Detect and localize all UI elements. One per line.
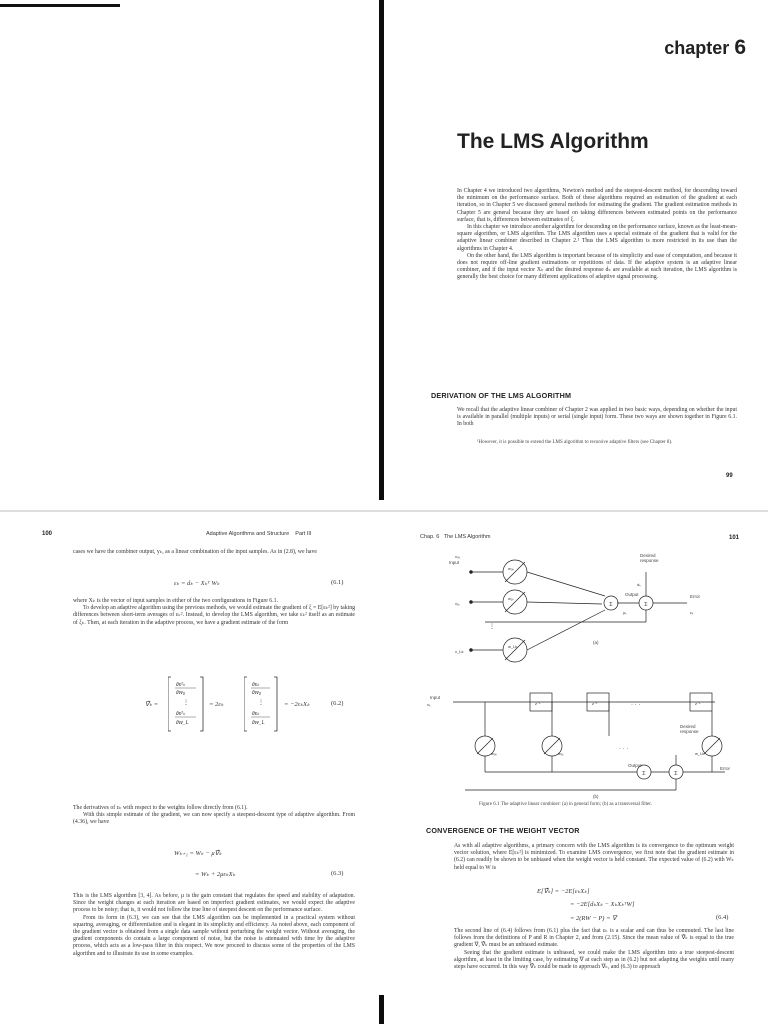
svg-text:· · ·: · · · — [631, 702, 641, 708]
svg-text:εₖ: εₖ — [690, 610, 694, 615]
fig-desired-text-b: Desired — [680, 724, 696, 729]
svg-text:∂ε²ₖ: ∂ε²ₖ — [176, 711, 186, 717]
svg-text:∂εₖ: ∂εₖ — [252, 682, 260, 688]
page-divider — [0, 510, 768, 512]
fig-response-text-b: response — [680, 729, 699, 734]
equation-6-1: εₖ = dₖ − Xₖᵀ Wₖ — [174, 580, 220, 587]
svg-text:w₀ₖ: w₀ₖ — [508, 566, 515, 571]
svg-text:x₀ₖ: x₀ₖ — [455, 554, 461, 559]
book-spine-bottom — [379, 995, 384, 1024]
section-heading-derivation: DERIVATION OF THE LMS ALGORITHM — [431, 391, 572, 400]
p100-text-2: where Xₖ is the vector of input samples in either of the two configurations in Figure 6.1. — [73, 598, 278, 604]
p101-paragraph-2 — [454, 928, 734, 971]
fig-desired-text-a: Desired — [640, 553, 656, 558]
equation-6-2-number: (6.2) — [331, 700, 344, 707]
fig-caption-b: (b) — [593, 794, 599, 799]
svg-text:x_Lk: x_Lk — [455, 649, 464, 654]
running-head-part: Part III — [295, 531, 312, 537]
equation-6-4-line-3: = 2(RW − P) = ∇ — [570, 915, 617, 922]
section-heading-convergence: CONVERGENCE OF THE WEIGHT VECTOR — [426, 826, 580, 835]
derivation-paragraph: We recall that the adaptive linear combiner of Chapter 2 was applied in two basic ways, depending on whether the input is available in parallel (multiple inputs) or serial (single input) form. These two ways are shown together in Figure 6.1. In both — [457, 407, 737, 428]
svg-text:dₖ: dₖ — [637, 582, 641, 587]
p101-paragraph-1: As with all adaptive algorithms, a primary concern with the LMS algorithm is its convergence to the optimum weight vector solution, where E[εₖ²] is minimized. To examine LMS convergence, we first note that the gradient estimate in (6.2) can readily be shown to be unbiased when the weight vector is held constant. The expected value of (6.2) with Wₖ held equal to W is — [454, 843, 734, 871]
equation-6-4-line-2: = −2E[dₖXₖ − XₖXₖᵀW] — [570, 901, 635, 908]
svg-text:z⁻¹: z⁻¹ — [592, 701, 598, 706]
intro-paragraph-3: On the other hand, the LMS algorithm is important because of its simplicity and ease of computation, and because it does not require off-line gradient estimations or repetitions of data. If the adaptive system is an adaptive linear combiner, and if the input vector Xₖ and the desired response dₖ are available at each iteration, the LMS algorithm is generally the best choice for many different applications of adaptive signal processing. — [457, 252, 737, 281]
p100-paragraph-1: cases we have the combiner output, yₖ, as a linear combination of the input samples. As in (2.8), we have — [73, 549, 317, 555]
equation-6-4-line-1: E[∇̂ₖ] = −2E[εₖXₖ] — [537, 888, 590, 895]
page-number-99: 99 — [726, 473, 733, 479]
equation-6-2-matrix-2 — [244, 675, 284, 733]
equation-6-2-middle: = 2εₖ — [209, 701, 224, 708]
svg-text:yₖ: yₖ — [623, 610, 627, 615]
svg-text:z⁻¹: z⁻¹ — [695, 701, 701, 706]
p100-text-6: This is the LMS algorithm [3, 4]. As before, μ is the gain constant that regulates the speed and stability of adaptation. Since the weight changes at each iteration are based on imperfect gradient estimates, we would expect the adaptive process to be noisy; that is, it would not follow the true line of steepest descent on the performance surface. — [73, 893, 355, 914]
svg-text:· · ·: · · · — [619, 746, 629, 752]
svg-text:∂w_L: ∂w_L — [176, 720, 189, 726]
running-head-left — [206, 531, 311, 537]
page-number-101: 101 — [729, 535, 740, 541]
svg-text:w₀ₖ: w₀ₖ — [491, 751, 498, 756]
fig-caption-a: (a) — [593, 640, 599, 645]
scan-edge-line — [0, 4, 120, 7]
fig-response-text-a: response — [640, 558, 659, 563]
svg-text:⋮: ⋮ — [183, 700, 189, 706]
book-spine-top — [379, 0, 384, 500]
svg-text:z⁻¹: z⁻¹ — [535, 701, 541, 706]
equation-6-3-number: (6.3) — [331, 870, 344, 877]
svg-text:Σ: Σ — [674, 771, 678, 777]
p100-paragraph-3 — [73, 805, 355, 827]
figure-6-1-caption: Figure 6.1 The adaptive linear combiner: (a) in general form; (b) as a transversal filter. — [479, 802, 652, 807]
svg-text:Σ: Σ — [609, 602, 613, 608]
equation-6-2-rhs: = −2εₖXₖ — [284, 701, 310, 708]
fig-desired-label-b — [680, 724, 699, 734]
figure-6-1 — [425, 550, 735, 815]
svg-text:Σ: Σ — [642, 771, 646, 777]
running-head-title: Adaptive Algorithms and Structure — [206, 531, 290, 537]
running-head-right: Chap. 6 The LMS Algorithm — [420, 534, 491, 540]
equation-6-3-line-2: = Wₖ + 2μεₖXₖ — [195, 871, 236, 878]
intro-paragraph-2: In this chapter we introduce another algorithm for descending on the performance surface, known as the least-mean-square algorithm, or LMS algorithm. The LMS algorithm uses a special estimate of the gradient that is valid for the adaptive linear combiner described in Chapter 2.¹ Thus the LMS algorithm is more restricted in its use than the algorithms in Chapter 4. — [457, 224, 737, 252]
footnote: ¹However, it is possible to extend the LMS algorithm to recursive adaptive filters (see Chapter 8). — [477, 440, 673, 445]
svg-text:∂ε²ₖ: ∂ε²ₖ — [176, 682, 186, 688]
svg-text:x₁ₖ: x₁ₖ — [455, 601, 461, 606]
p101-text-2: The second line of (6.4) follows from (6.1) plus the fact that εₖ is a scalar and can thus be commuted. The last line follows from the definitions of P and R in Chapter 2, and from (2.15). Since the mean value of ∇̂ₖ is equal to the true gradient ∇, ∇̂ₖ must be an unbiased estimate. — [454, 928, 734, 949]
svg-text:∂εₖ: ∂εₖ — [252, 711, 260, 717]
p100-text-4: The derivatives of εₖ with respect to the weights follow directly from (6.1). — [73, 805, 248, 811]
p100-text-3: To develop an adaptive algorithm using the previous methods, we would estimate the gradient of ξ = E[εₖ²] by taking differences between short-term averages of εₖ². Instead, to develop the LMS algorithm, we take εₖ² itself as an estimate of ξₖ. Then, at each iteration in the adaptive process, we have a gradient estimate of the form — [73, 605, 355, 626]
svg-text:∂w₀: ∂w₀ — [176, 690, 186, 696]
fig-output-label-a: Output — [625, 592, 639, 597]
intro-paragraph-1: In Chapter 4 we introduced two algorithms, Newton's method and the steepest-descent method, for descending toward the minimum on the performance surface. Both of these algorithms required an estimation of the gradient at each iteration, so in Chapter 5 we discussed general methods for estimating the gradient. The gradient estimation methods in Chapter 5 are general because they are based on taking differences between estimated points on the performance surface, that is, differences between estimates of ξ. — [457, 188, 737, 223]
svg-text:⋮: ⋮ — [258, 700, 264, 706]
p100-paragraph-4 — [73, 893, 355, 958]
p100-text-5: With this simple estimate of the gradient, we can now specify a steepest-descent type of adaptive algorithm. From (4.36), we have — [73, 812, 355, 826]
equation-6-2-lhs: ∇̂ₖ = — [145, 701, 159, 708]
svg-text:Σ: Σ — [644, 602, 648, 608]
fig-output-label-b: Output — [628, 763, 642, 768]
chapter-title: The LMS Algorithm — [457, 130, 649, 153]
svg-text:w₁ₖ: w₁ₖ — [558, 751, 564, 756]
fig-input-label-a: Input — [449, 560, 460, 565]
equation-6-4-number: (6.4) — [716, 914, 729, 921]
svg-text:w_Lk: w_Lk — [695, 751, 705, 756]
fig-error-label-b: Error — [720, 766, 730, 771]
fig-desired-label-a — [640, 553, 659, 563]
fig-error-label-a: Error — [690, 594, 700, 599]
svg-text:∂w_L: ∂w_L — [252, 720, 265, 726]
svg-text:∂w₀: ∂w₀ — [252, 690, 262, 696]
fig-input-label-b: Input — [430, 695, 441, 700]
p101-text-3: Seeing that the gradient estimate is unbiased, we could make the LMS algorithm into a true steepest-descent algorithm, at least in the limiting case, by estimating ∇ at each step as in (6.2) but not adapting the weights until many steps have occurred. In this way ∇̂ₖ could be made to approach ∇ₖ, and (6.3) to approach — [454, 949, 734, 971]
svg-text:xₖ: xₖ — [427, 702, 431, 707]
equation-6-3-line-1: Wₖ₊₁ = Wₖ − μ∇̂ₖ — [174, 850, 222, 857]
svg-text:⋮: ⋮ — [489, 624, 495, 630]
equation-6-1-number: (6.1) — [331, 579, 344, 586]
chapter-intro — [457, 188, 737, 282]
p100-paragraph-2 — [73, 598, 355, 627]
svg-text:w_Lk: w_Lk — [508, 644, 518, 649]
svg-text:w₁ₖ: w₁ₖ — [508, 596, 514, 601]
p100-text-7: From its form in (6.3), we can see that the LMS algorithm can be implemented in a practical system without squaring, averaging, or differentiation and is elegant in its simplicity and efficiency. As noted above, each component of the gradient vector is obtained from a single data sample without perturbing the weight vector. Without averaging, the gradient components do contain a large component of noise, but the noise is attenuated with time by the adaptive process, which acts as a low-pass filter in this respect. We now proceed to discuss some of the properties of the LMS algorithm and to illustrate its use in some examples. — [73, 914, 355, 957]
chapter-label: chapter 6 — [664, 36, 746, 59]
page-number-100: 100 — [42, 531, 53, 537]
